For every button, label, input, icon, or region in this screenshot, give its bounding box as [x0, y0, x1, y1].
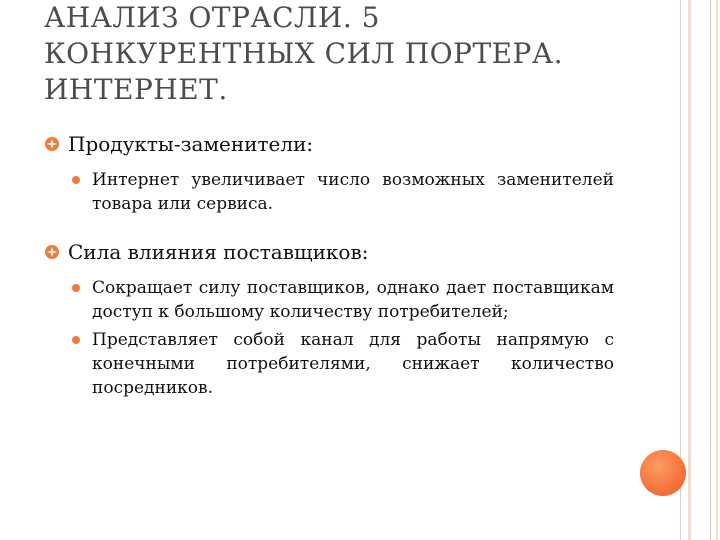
section-substitutes: [44, 130, 614, 216]
title-line-1: АНАЛИЗ ОТРАСЛИ. 5: [44, 1, 380, 34]
slide-title: [44, 0, 644, 108]
fleur-icon: [44, 136, 60, 152]
list-item: [44, 168, 614, 216]
section-heading: [44, 238, 614, 266]
list-item-text: Представляет собой канал для работы напрямую с конечными потребителями, снижает количество посредников.: [92, 330, 614, 398]
right-decorative-border: [680, 0, 720, 540]
list-item: [44, 276, 614, 324]
fleur-icon: [44, 244, 60, 260]
list-item-text: Сокращает силу поставщиков, однако дает поставщикам доступ к большому количеству потребителей;: [92, 278, 614, 322]
section-heading-text: Продукты-заменители:: [68, 132, 314, 156]
dot-icon: [72, 176, 80, 184]
dot-icon: [72, 284, 80, 292]
title-line-2: КОНКУРЕНТНЫХ СИЛ ПОРТЕРА.: [44, 37, 564, 70]
slide-content: [44, 130, 614, 400]
section-heading: [44, 130, 614, 158]
list-item-text: Интернет увеличивает число возможных заменителей товара или сервиса.: [92, 170, 614, 214]
section-heading-text: Сила влияния поставщиков:: [68, 240, 369, 264]
dot-icon: [72, 336, 80, 344]
list-item: [44, 328, 614, 400]
section-suppliers: [44, 238, 614, 400]
title-line-3: ИНТЕРНЕТ.: [44, 73, 228, 106]
decorative-circle: [640, 450, 686, 496]
